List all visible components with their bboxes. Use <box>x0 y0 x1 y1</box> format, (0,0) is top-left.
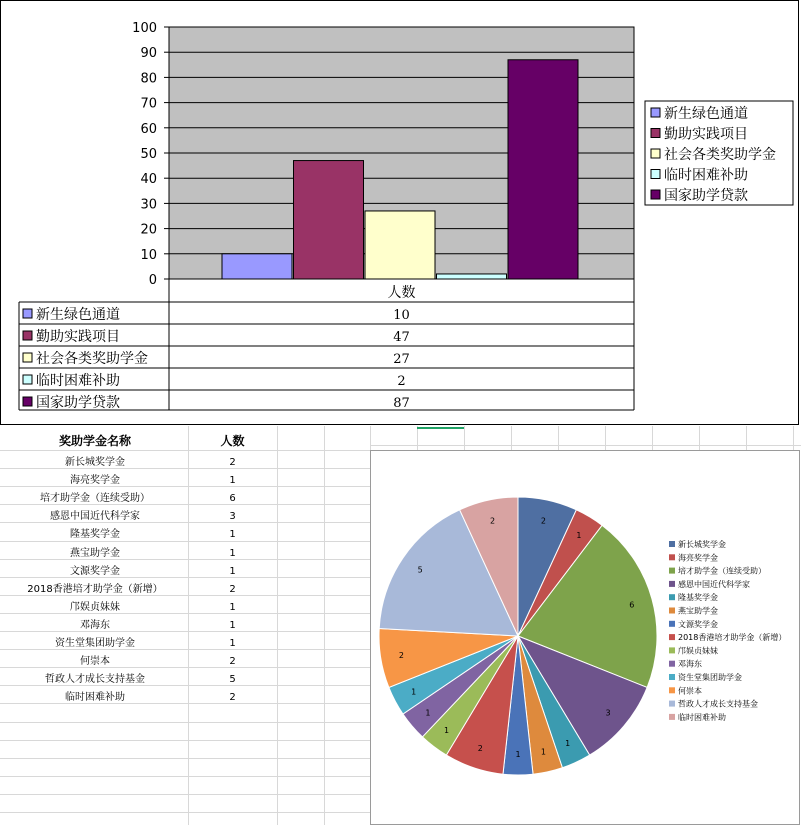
pie-legend-label: 哲政人才成长支持基金 <box>678 699 758 709</box>
legend-label: 社会各类奖助学金 <box>664 147 776 163</box>
table-swatch <box>23 397 32 406</box>
pie-legend-label: 邓海东 <box>678 659 702 669</box>
table-cell-count: 3 <box>229 511 236 523</box>
table-cell-count: 5 <box>229 674 236 686</box>
table-value: 2 <box>397 374 406 389</box>
pie-legend-swatch <box>669 634 675 640</box>
table-cell-count: 2 <box>229 692 236 704</box>
legend-swatch <box>651 190 660 199</box>
pie-data-label: 1 <box>540 747 546 757</box>
grid-row-line <box>0 740 370 741</box>
table-cell-name: 感恩中国近代科学家 <box>50 511 140 523</box>
pie-legend-swatch <box>669 687 675 693</box>
y-tick-label: 70 <box>140 96 157 112</box>
table-cell-count: 1 <box>229 565 236 577</box>
table-value: 10 <box>393 308 410 323</box>
pie-data-label: 2 <box>490 516 496 526</box>
table-swatch <box>23 375 32 384</box>
pie-data-label: 2 <box>477 743 483 753</box>
pie-chart-panel <box>370 450 800 825</box>
pie-data-label: 3 <box>605 708 611 718</box>
grid-row-line <box>0 794 370 795</box>
legend-swatch <box>651 108 660 117</box>
selected-cell-indicator <box>417 427 464 429</box>
bar <box>508 60 578 279</box>
table-cell-name: 文源奖学金 <box>70 565 120 577</box>
legend-swatch <box>651 170 660 179</box>
grid-column-line <box>324 426 325 825</box>
spreadsheet <box>0 426 801 825</box>
table-header-name: 奖助学金名称 <box>58 434 131 448</box>
pie-data-label: 1 <box>411 687 417 697</box>
y-tick-label: 100 <box>132 21 157 36</box>
pie-chart <box>371 451 799 824</box>
table-cell-name: 资生堂集团助学金 <box>55 638 135 649</box>
table-category-label: 人数 <box>387 285 416 301</box>
table-value: 27 <box>393 352 410 367</box>
y-tick-label: 80 <box>140 71 157 87</box>
legend-label: 新生绿色通道 <box>664 106 748 122</box>
table-swatch <box>23 353 32 362</box>
table-cell-name: 培才助学金（连续受助） <box>40 493 150 505</box>
bar <box>365 211 435 279</box>
pie-legend-label: 文源奖学金 <box>678 619 718 629</box>
pie-legend-label: 临时困难补助 <box>678 712 726 722</box>
y-tick-label: 10 <box>140 247 157 263</box>
table-cell-name: 燕宝助学金 <box>70 547 120 559</box>
table-cell-count: 1 <box>229 638 236 649</box>
pie-data-label: 6 <box>629 600 635 610</box>
table-value: 87 <box>393 396 410 411</box>
legend-label: 勤助实践项目 <box>664 126 748 143</box>
table-series-name: 国家助学贷款 <box>36 395 120 411</box>
table-cell-name: 邝娱贞妹妹 <box>70 601 120 613</box>
grid-row-line <box>0 722 370 723</box>
table-cell-name: 隆基奖学金 <box>70 529 120 541</box>
table-series-name: 社会各类奖助学金 <box>36 351 148 367</box>
table-cell-name: 海亮奖学金 <box>70 475 120 487</box>
pie-legend-label: 隆基奖学金 <box>678 593 718 603</box>
pie-legend-swatch <box>669 554 675 560</box>
y-tick-label: 40 <box>140 172 157 188</box>
legend-label: 临时困难补助 <box>664 167 748 184</box>
pie-legend-swatch <box>669 714 675 720</box>
pie-legend-swatch <box>669 568 675 574</box>
pie-data-label: 1 <box>565 739 571 749</box>
table-cell-count: 1 <box>229 529 236 541</box>
table-cell-count: 1 <box>229 547 236 559</box>
legend-swatch <box>651 129 660 138</box>
grid-column-line <box>277 426 278 825</box>
grid-row-line <box>0 812 370 813</box>
pie-legend-swatch <box>669 621 675 627</box>
pie-legend-label: 培才助学金（连续受助） <box>678 566 766 576</box>
bar-chart <box>1 1 800 426</box>
pie-legend-swatch <box>669 647 675 653</box>
pie-legend-label: 新长城奖学金 <box>678 540 726 549</box>
table-series-name: 新生绿色通道 <box>36 307 120 323</box>
bar <box>437 274 507 279</box>
table-series-name: 勤助实践项目 <box>36 329 120 345</box>
bar <box>222 254 292 279</box>
table-cell-count: 2 <box>229 583 236 595</box>
pie-data-label: 1 <box>515 750 521 760</box>
pie-legend-label: 海亮奖学金 <box>678 553 718 563</box>
table-cell-name: 何崇本 <box>80 656 110 668</box>
pie-data-label: 1 <box>425 708 431 718</box>
grid-column-line <box>188 426 189 825</box>
pie-legend-swatch <box>669 661 675 667</box>
pie-legend-label: 资生堂集团助学金 <box>678 673 742 682</box>
pie-legend-swatch <box>669 674 675 680</box>
pie-data-label: 2 <box>540 516 546 526</box>
y-tick-label: 20 <box>140 222 157 238</box>
table-swatch <box>23 309 32 318</box>
table-cell-count: 2 <box>229 457 236 468</box>
pie-legend-swatch <box>669 541 675 547</box>
table-cell-count: 6 <box>229 493 236 505</box>
table-header-count: 人数 <box>220 434 245 448</box>
table-cell-name: 邓海东 <box>80 619 110 631</box>
table-cell-name: 临时困难补助 <box>65 692 125 704</box>
pie-legend-swatch <box>669 608 675 614</box>
pie-legend-label: 邝娱贞妹妹 <box>678 646 718 656</box>
pie-data-label: 1 <box>576 530 582 540</box>
table-series-name: 临时困难补助 <box>36 373 120 389</box>
grid-row-line <box>0 758 370 759</box>
table-swatch <box>23 331 32 340</box>
table-cell-count: 1 <box>229 601 236 613</box>
table-cell-count: 1 <box>229 619 236 631</box>
pie-legend-swatch <box>669 581 675 587</box>
table-cell-name: 哲政人才成长支持基金 <box>45 674 145 686</box>
table-cell-name: 新长城奖学金 <box>65 457 125 468</box>
y-tick-label: 60 <box>140 121 157 137</box>
pie-legend-label: 燕宝助学金 <box>678 606 718 616</box>
table-cell-count: 1 <box>229 475 236 487</box>
y-tick-label: 50 <box>140 147 157 162</box>
table-value: 47 <box>393 330 410 345</box>
pie-legend-label: 何崇本 <box>678 686 702 696</box>
pie-data-label: 5 <box>417 565 423 575</box>
legend-swatch <box>651 149 660 158</box>
y-tick-label: 30 <box>140 197 157 213</box>
grid-row-line <box>0 450 370 451</box>
pie-data-label: 2 <box>398 651 404 661</box>
pie-data-label: 1 <box>443 726 450 736</box>
y-tick-label: 90 <box>140 46 157 62</box>
table-cell-count: 2 <box>229 656 236 668</box>
grid-row-line <box>370 445 801 446</box>
pie-legend-label: 感恩中国近代科学家 <box>678 579 750 589</box>
y-tick-label: 0 <box>148 273 157 288</box>
grid-row-line <box>0 776 370 777</box>
pie-legend-label: 2018香港培才助学金（新增） <box>678 633 787 643</box>
bar <box>294 161 364 279</box>
pie-legend-swatch <box>669 594 675 600</box>
pie-legend-swatch <box>669 701 675 707</box>
table-cell-name: 2018香港培才助学金（新增） <box>27 583 163 595</box>
legend-label: 国家助学贷款 <box>664 188 748 204</box>
